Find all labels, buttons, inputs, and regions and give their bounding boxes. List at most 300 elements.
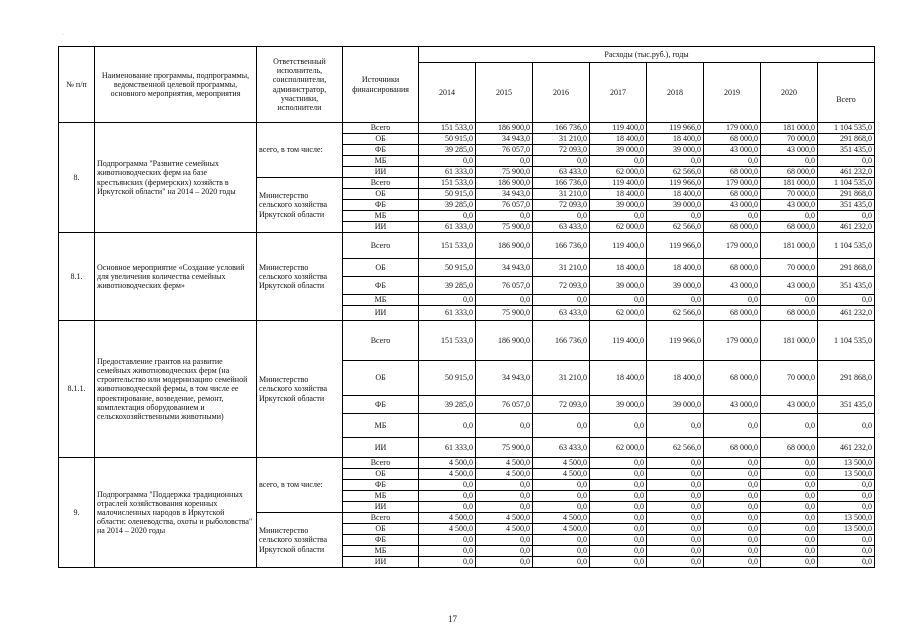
year-value: 0,0 (704, 513, 761, 524)
year-value: 0,0 (476, 535, 533, 546)
year-value: 181 000,0 (761, 321, 818, 361)
program-name: Подпрограмма "Поддержка традиционных отраслей хозяйствования коренных малочисленных народов в Иркутской области: оленеводства, охоты и рыболовства" на 2014 – 2020 годы (95, 458, 257, 568)
year-value: 166 736,0 (533, 123, 590, 134)
funding-source: Всего (343, 178, 419, 189)
year-value: 4 500,0 (419, 513, 476, 524)
header-year: 2017 (590, 63, 647, 123)
year-value: 0,0 (590, 469, 647, 480)
year-value: 0,0 (590, 480, 647, 491)
funding-source: Всего (343, 123, 419, 134)
year-value: 62 566,0 (647, 306, 704, 321)
year-value: 4 500,0 (476, 513, 533, 524)
year-value: 0,0 (476, 502, 533, 513)
year-value: 43 000,0 (704, 396, 761, 414)
funding-source: ИИ (343, 167, 419, 178)
year-value: 62 000,0 (590, 306, 647, 321)
year-value: 0,0 (761, 502, 818, 513)
year-value: 4 500,0 (476, 458, 533, 469)
year-value: 0,0 (704, 295, 761, 306)
funding-source: ФБ (343, 200, 419, 211)
year-value: 68 000,0 (704, 306, 761, 321)
header-year: 2019 (704, 63, 761, 123)
funding-source: Всего (343, 233, 419, 259)
year-value: 119 400,0 (590, 123, 647, 134)
total-value: 1 104 535,0 (818, 233, 875, 259)
year-value: 4 500,0 (533, 524, 590, 535)
header-responsible: Ответственный исполнитель, соисполнители, администратор, участники, исполнители (257, 47, 343, 123)
year-value: 62 566,0 (647, 167, 704, 178)
year-value: 68 000,0 (761, 222, 818, 233)
year-value: 0,0 (476, 156, 533, 167)
total-value: 0,0 (818, 480, 875, 491)
year-value: 0,0 (533, 502, 590, 513)
total-value: 0,0 (818, 546, 875, 557)
total-value: 461 232,0 (818, 167, 875, 178)
year-value: 0,0 (761, 535, 818, 546)
year-value: 68 000,0 (704, 361, 761, 396)
year-value: 50 915,0 (419, 189, 476, 200)
responsible-executor: Министерство сельского хозяйства Иркутской области (257, 513, 343, 568)
total-value: 0,0 (818, 156, 875, 167)
year-value: 0,0 (704, 480, 761, 491)
funding-source: ИИ (343, 222, 419, 233)
year-value: 119 966,0 (647, 178, 704, 189)
year-value: 151 533,0 (419, 123, 476, 134)
header-source: Источники финансирования (343, 47, 419, 123)
total-value: 291 868,0 (818, 259, 875, 277)
year-value: 62 000,0 (590, 438, 647, 458)
year-value: 63 433,0 (533, 222, 590, 233)
year-value: 4 500,0 (533, 458, 590, 469)
year-value: 34 943,0 (476, 361, 533, 396)
header-year: 2014 (419, 63, 476, 123)
year-value: 0,0 (761, 469, 818, 480)
total-value: 461 232,0 (818, 438, 875, 458)
funding-source: ФБ (343, 396, 419, 414)
year-value: 0,0 (647, 535, 704, 546)
total-value: 1 104 535,0 (818, 321, 875, 361)
total-value: 0,0 (818, 535, 875, 546)
year-value: 0,0 (419, 211, 476, 222)
year-value: 4 500,0 (476, 524, 533, 535)
responsible-executor: Министерство сельского хозяйства Иркутской области (257, 233, 343, 321)
year-value: 62 000,0 (590, 167, 647, 178)
year-value: 63 433,0 (533, 306, 590, 321)
year-value: 119 966,0 (647, 123, 704, 134)
year-value: 61 333,0 (419, 222, 476, 233)
year-value: 76 057,0 (476, 145, 533, 156)
year-value: 70 000,0 (761, 259, 818, 277)
year-value: 0,0 (761, 414, 818, 438)
responsible-executor: всего, в том числе: (257, 458, 343, 513)
year-value: 50 915,0 (419, 259, 476, 277)
funding-source: ОБ (343, 469, 419, 480)
year-value: 34 943,0 (476, 134, 533, 145)
year-value: 39 285,0 (419, 145, 476, 156)
year-value: 62 000,0 (590, 222, 647, 233)
row-number: 8.1. (59, 233, 95, 321)
year-value: 0,0 (476, 546, 533, 557)
year-value: 43 000,0 (704, 277, 761, 295)
year-value: 151 533,0 (419, 233, 476, 259)
year-value: 0,0 (419, 546, 476, 557)
year-value: 0,0 (647, 295, 704, 306)
responsible-executor: Министерство сельского хозяйства Иркутской области (257, 178, 343, 233)
year-value: 68 000,0 (761, 306, 818, 321)
year-value: 75 900,0 (476, 438, 533, 458)
total-value: 351 435,0 (818, 200, 875, 211)
year-value: 68 000,0 (704, 167, 761, 178)
year-value: 68 000,0 (761, 438, 818, 458)
funding-source: ОБ (343, 259, 419, 277)
total-value: 351 435,0 (818, 277, 875, 295)
header-no: № п/п (59, 47, 95, 123)
funding-source: ИИ (343, 306, 419, 321)
year-value: 39 000,0 (590, 277, 647, 295)
year-value: 0,0 (704, 502, 761, 513)
year-value: 0,0 (647, 524, 704, 535)
year-value: 68 000,0 (704, 259, 761, 277)
year-value: 0,0 (590, 502, 647, 513)
header-year: 2020 (761, 63, 818, 123)
year-value: 0,0 (419, 295, 476, 306)
year-value: 0,0 (704, 557, 761, 568)
total-value: 13 500,0 (818, 469, 875, 480)
budget-table (58, 46, 875, 568)
year-value: 39 285,0 (419, 277, 476, 295)
total-value: 0,0 (818, 557, 875, 568)
year-value: 61 333,0 (419, 306, 476, 321)
table-row (59, 321, 875, 361)
year-value: 0,0 (761, 480, 818, 491)
table-row (59, 458, 875, 469)
year-value: 0,0 (761, 524, 818, 535)
year-value: 0,0 (704, 414, 761, 438)
year-value: 0,0 (647, 469, 704, 480)
row-number: 9. (59, 458, 95, 568)
year-value: 0,0 (761, 491, 818, 502)
year-value: 0,0 (590, 211, 647, 222)
total-value: 1 104 535,0 (818, 178, 875, 189)
year-value: 4 500,0 (419, 524, 476, 535)
year-value: 181 000,0 (761, 123, 818, 134)
funding-source: ФБ (343, 535, 419, 546)
year-value: 39 000,0 (590, 200, 647, 211)
total-value: 291 868,0 (818, 189, 875, 200)
year-value: 63 433,0 (533, 438, 590, 458)
year-value: 0,0 (419, 502, 476, 513)
year-value: 4 500,0 (476, 469, 533, 480)
year-value: 0,0 (647, 480, 704, 491)
funding-source: Всего (343, 321, 419, 361)
funding-source: МБ (343, 156, 419, 167)
year-value: 68 000,0 (704, 222, 761, 233)
year-value: 0,0 (476, 491, 533, 502)
year-value: 0,0 (533, 480, 590, 491)
year-value: 31 210,0 (533, 189, 590, 200)
year-value: 0,0 (704, 458, 761, 469)
year-value: 4 500,0 (419, 469, 476, 480)
year-value: 18 400,0 (590, 259, 647, 277)
year-value: 39 000,0 (647, 200, 704, 211)
year-value: 0,0 (761, 513, 818, 524)
year-value: 186 900,0 (476, 178, 533, 189)
year-value: 0,0 (590, 156, 647, 167)
year-value: 43 000,0 (704, 200, 761, 211)
funding-source: ФБ (343, 145, 419, 156)
year-value: 63 433,0 (533, 167, 590, 178)
scan-mark: · (62, 32, 64, 38)
year-value: 76 057,0 (476, 396, 533, 414)
year-value: 76 057,0 (476, 200, 533, 211)
year-value: 0,0 (533, 156, 590, 167)
year-value: 18 400,0 (590, 189, 647, 200)
year-value: 39 000,0 (647, 277, 704, 295)
funding-source: МБ (343, 546, 419, 557)
year-value: 34 943,0 (476, 189, 533, 200)
table-row (59, 233, 875, 259)
header-name: Наименование программы, подпрограммы, ведомственной целевой программы, основного мероприятия, мероприятия (95, 47, 257, 123)
year-value: 0,0 (647, 502, 704, 513)
year-value: 119 966,0 (647, 233, 704, 259)
year-value: 0,0 (761, 211, 818, 222)
funding-source: ИИ (343, 502, 419, 513)
year-value: 0,0 (761, 546, 818, 557)
funding-source: Всего (343, 513, 419, 524)
year-value: 18 400,0 (590, 361, 647, 396)
year-value: 0,0 (476, 480, 533, 491)
year-value: 43 000,0 (761, 145, 818, 156)
year-value: 186 900,0 (476, 233, 533, 259)
year-value: 0,0 (533, 546, 590, 557)
header-expenses: Расходы (тыс.руб.), годы (419, 47, 875, 63)
total-value: 0,0 (818, 295, 875, 306)
row-number: 8.1.1. (59, 321, 95, 458)
year-value: 166 736,0 (533, 178, 590, 189)
year-value: 119 400,0 (590, 233, 647, 259)
year-value: 0,0 (476, 414, 533, 438)
year-value: 39 285,0 (419, 200, 476, 211)
year-value: 72 093,0 (533, 145, 590, 156)
year-value: 34 943,0 (476, 259, 533, 277)
row-number: 8. (59, 123, 95, 233)
year-value: 18 400,0 (647, 189, 704, 200)
year-value: 68 000,0 (704, 134, 761, 145)
funding-source: Всего (343, 458, 419, 469)
year-value: 0,0 (647, 513, 704, 524)
year-value: 0,0 (590, 524, 647, 535)
year-value: 0,0 (419, 557, 476, 568)
year-value: 0,0 (647, 458, 704, 469)
year-value: 31 210,0 (533, 361, 590, 396)
year-value: 4 500,0 (533, 513, 590, 524)
year-value: 0,0 (590, 458, 647, 469)
year-value: 31 210,0 (533, 134, 590, 145)
total-value: 13 500,0 (818, 458, 875, 469)
year-value: 0,0 (704, 491, 761, 502)
year-value: 0,0 (590, 513, 647, 524)
year-value: 0,0 (647, 211, 704, 222)
year-value: 181 000,0 (761, 233, 818, 259)
total-value: 461 232,0 (818, 222, 875, 233)
total-value: 351 435,0 (818, 145, 875, 156)
total-value: 0,0 (818, 414, 875, 438)
year-value: 119 400,0 (590, 178, 647, 189)
year-value: 0,0 (590, 546, 647, 557)
year-value: 186 900,0 (476, 321, 533, 361)
year-value: 43 000,0 (761, 396, 818, 414)
total-value: 461 232,0 (818, 306, 875, 321)
year-value: 0,0 (590, 535, 647, 546)
year-value: 0,0 (704, 469, 761, 480)
year-value: 43 000,0 (704, 145, 761, 156)
year-value: 0,0 (704, 211, 761, 222)
total-value: 351 435,0 (818, 396, 875, 414)
table-row (59, 123, 875, 134)
year-value: 62 566,0 (647, 438, 704, 458)
year-value: 0,0 (647, 491, 704, 502)
year-value: 70 000,0 (761, 189, 818, 200)
year-value: 166 736,0 (533, 321, 590, 361)
year-value: 31 210,0 (533, 259, 590, 277)
year-value: 179 000,0 (704, 123, 761, 134)
year-value: 119 400,0 (590, 321, 647, 361)
year-value: 0,0 (647, 414, 704, 438)
funding-source: ИИ (343, 438, 419, 458)
year-value: 0,0 (704, 524, 761, 535)
year-value: 4 500,0 (419, 458, 476, 469)
year-value: 0,0 (704, 535, 761, 546)
year-value: 43 000,0 (761, 277, 818, 295)
year-value: 0,0 (419, 491, 476, 502)
funding-source: ИИ (343, 557, 419, 568)
year-value: 0,0 (419, 156, 476, 167)
total-value: 13 500,0 (818, 513, 875, 524)
year-value: 75 900,0 (476, 222, 533, 233)
year-value: 39 285,0 (419, 396, 476, 414)
year-value: 70 000,0 (761, 134, 818, 145)
year-value: 0,0 (476, 211, 533, 222)
year-value: 0,0 (419, 535, 476, 546)
total-value: 291 868,0 (818, 134, 875, 145)
year-value: 39 000,0 (647, 145, 704, 156)
responsible-executor: Министерство сельского хозяйства Иркутской области (257, 321, 343, 458)
year-value: 151 533,0 (419, 321, 476, 361)
year-value: 18 400,0 (647, 134, 704, 145)
year-value: 186 900,0 (476, 123, 533, 134)
year-value: 0,0 (533, 491, 590, 502)
funding-source: ФБ (343, 480, 419, 491)
year-value: 39 000,0 (590, 145, 647, 156)
year-value: 0,0 (647, 557, 704, 568)
year-value: 151 533,0 (419, 178, 476, 189)
year-value: 68 000,0 (761, 167, 818, 178)
year-value: 0,0 (590, 414, 647, 438)
year-value: 181 000,0 (761, 178, 818, 189)
funding-source: ФБ (343, 277, 419, 295)
funding-source: ОБ (343, 134, 419, 145)
year-value: 70 000,0 (761, 361, 818, 396)
year-value: 18 400,0 (647, 259, 704, 277)
year-value: 18 400,0 (647, 361, 704, 396)
year-value: 0,0 (761, 458, 818, 469)
year-value: 0,0 (533, 535, 590, 546)
year-value: 179 000,0 (704, 321, 761, 361)
year-value: 76 057,0 (476, 277, 533, 295)
year-value: 39 000,0 (590, 396, 647, 414)
header-year: 2018 (647, 63, 704, 123)
total-value: 0,0 (818, 491, 875, 502)
program-name: Основное мероприятие «Создание условий для увеличения количества семейных животноводческих ферм» (95, 233, 257, 321)
funding-source: ОБ (343, 189, 419, 200)
year-value: 50 915,0 (419, 134, 476, 145)
funding-source: ОБ (343, 524, 419, 535)
program-name: Предоставление грантов на развитие семейных животноводческих ферм (на строительство или модернизацию семейной животноводческой фермы, в том числе ее проектирование, возведение, ремонт, комплектация оборудованием и сельскохозяйственными животными) (95, 321, 257, 458)
year-value: 72 093,0 (533, 396, 590, 414)
year-value: 0,0 (533, 414, 590, 438)
total-value: 291 868,0 (818, 361, 875, 396)
year-value: 166 736,0 (533, 233, 590, 259)
year-value: 0,0 (533, 295, 590, 306)
funding-source: МБ (343, 491, 419, 502)
header-year: 2015 (476, 63, 533, 123)
year-value: 0,0 (476, 557, 533, 568)
total-value: 1 104 535,0 (818, 123, 875, 134)
year-value: 0,0 (761, 557, 818, 568)
funding-source: МБ (343, 295, 419, 306)
year-value: 68 000,0 (704, 438, 761, 458)
year-value: 0,0 (533, 211, 590, 222)
year-value: 0,0 (590, 295, 647, 306)
year-value: 0,0 (704, 156, 761, 167)
page-number: 17 (448, 614, 457, 624)
year-value: 61 333,0 (419, 438, 476, 458)
year-value: 75 900,0 (476, 306, 533, 321)
year-value: 0,0 (761, 295, 818, 306)
total-value: 0,0 (818, 211, 875, 222)
responsible-executor: всего, в том числе: (257, 123, 343, 178)
year-value: 0,0 (419, 480, 476, 491)
funding-source: МБ (343, 414, 419, 438)
funding-source: МБ (343, 211, 419, 222)
year-value: 0,0 (590, 557, 647, 568)
year-value: 18 400,0 (590, 134, 647, 145)
year-value: 0,0 (761, 156, 818, 167)
header-total: Всего (818, 63, 875, 123)
year-value: 179 000,0 (704, 233, 761, 259)
year-value: 72 093,0 (533, 277, 590, 295)
year-value: 0,0 (704, 546, 761, 557)
year-value: 119 966,0 (647, 321, 704, 361)
year-value: 4 500,0 (533, 469, 590, 480)
year-value: 68 000,0 (704, 189, 761, 200)
year-value: 0,0 (647, 546, 704, 557)
year-value: 0,0 (590, 491, 647, 502)
year-value: 179 000,0 (704, 178, 761, 189)
year-value: 61 333,0 (419, 167, 476, 178)
year-value: 72 093,0 (533, 200, 590, 211)
year-value: 62 566,0 (647, 222, 704, 233)
total-value: 13 500,0 (818, 524, 875, 535)
total-value: 0,0 (818, 502, 875, 513)
year-value: 43 000,0 (761, 200, 818, 211)
year-value: 0,0 (647, 156, 704, 167)
year-value: 39 000,0 (647, 396, 704, 414)
year-value: 75 900,0 (476, 167, 533, 178)
funding-source: ОБ (343, 361, 419, 396)
header-year: 2016 (533, 63, 590, 123)
year-value: 0,0 (533, 557, 590, 568)
